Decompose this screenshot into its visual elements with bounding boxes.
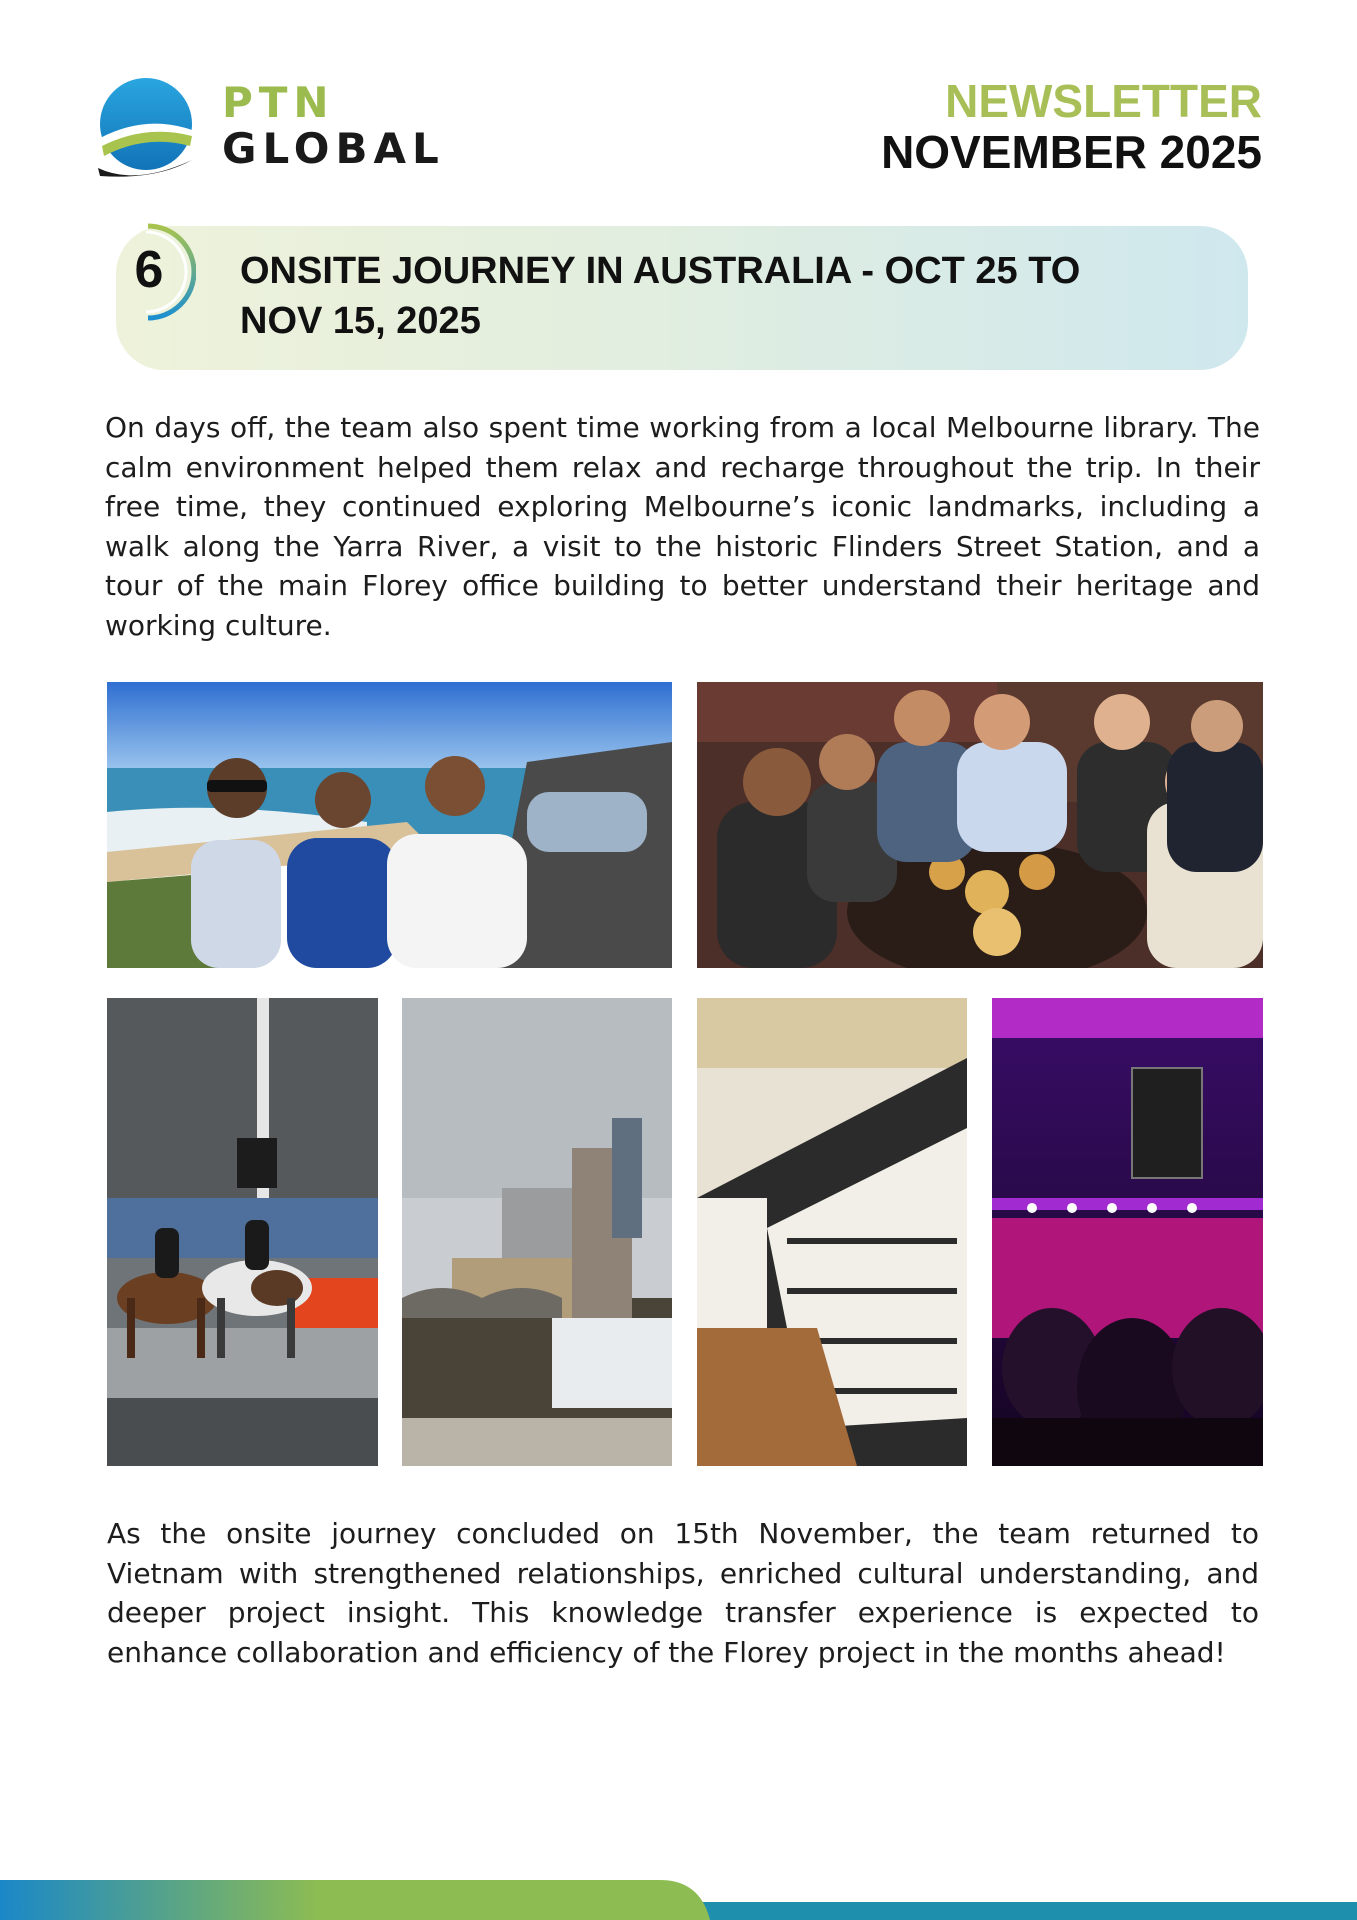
masthead	[881, 76, 1262, 177]
brand-top-text: PTN	[222, 78, 335, 127]
photo-team-dinner	[697, 682, 1263, 968]
brand-wordmark	[222, 78, 445, 173]
newsletter-label: NEWSLETTER	[945, 75, 1262, 127]
closing-paragraph: As the onsite journey concluded on 15th November, the team returned to Vietnam with strengthened relationships, enriched cultural understanding, and deeper project insight. This knowledge transfer experience is expected to enhance collaboration and efficiency of the Florey project in the months ahead!	[107, 1517, 1259, 1669]
photo-beach-group	[107, 682, 672, 968]
issue-date: NOVEMBER 2025	[881, 125, 1262, 178]
ptn-global-logo-icon	[96, 76, 196, 188]
photo-mounted-police	[107, 998, 378, 1466]
photo-yarra-river	[402, 998, 672, 1466]
footer-wave-bar	[0, 1868, 1357, 1920]
section-number: 6	[134, 241, 164, 299]
photo-concert	[992, 998, 1263, 1466]
section-title: ONSITE JOURNEY IN AUSTRALIA - OCT 25 TO NOV 15, 2025	[240, 250, 1081, 342]
intro-paragraph: On days off, the team also spent time working from a local Melbourne library. The calm environment helped them relax and recharge throughout the trip. In their free time, they continued exploring Melbourne’s iconic landmarks, including a walk along the Yarra River, a visit to the historic Flinders Street Station, and a tour of the main Florey office building to better understand their heritage and working culture.	[105, 411, 1260, 642]
photo-library	[697, 998, 967, 1466]
brand-bottom-text: GLOBAL	[222, 124, 445, 173]
